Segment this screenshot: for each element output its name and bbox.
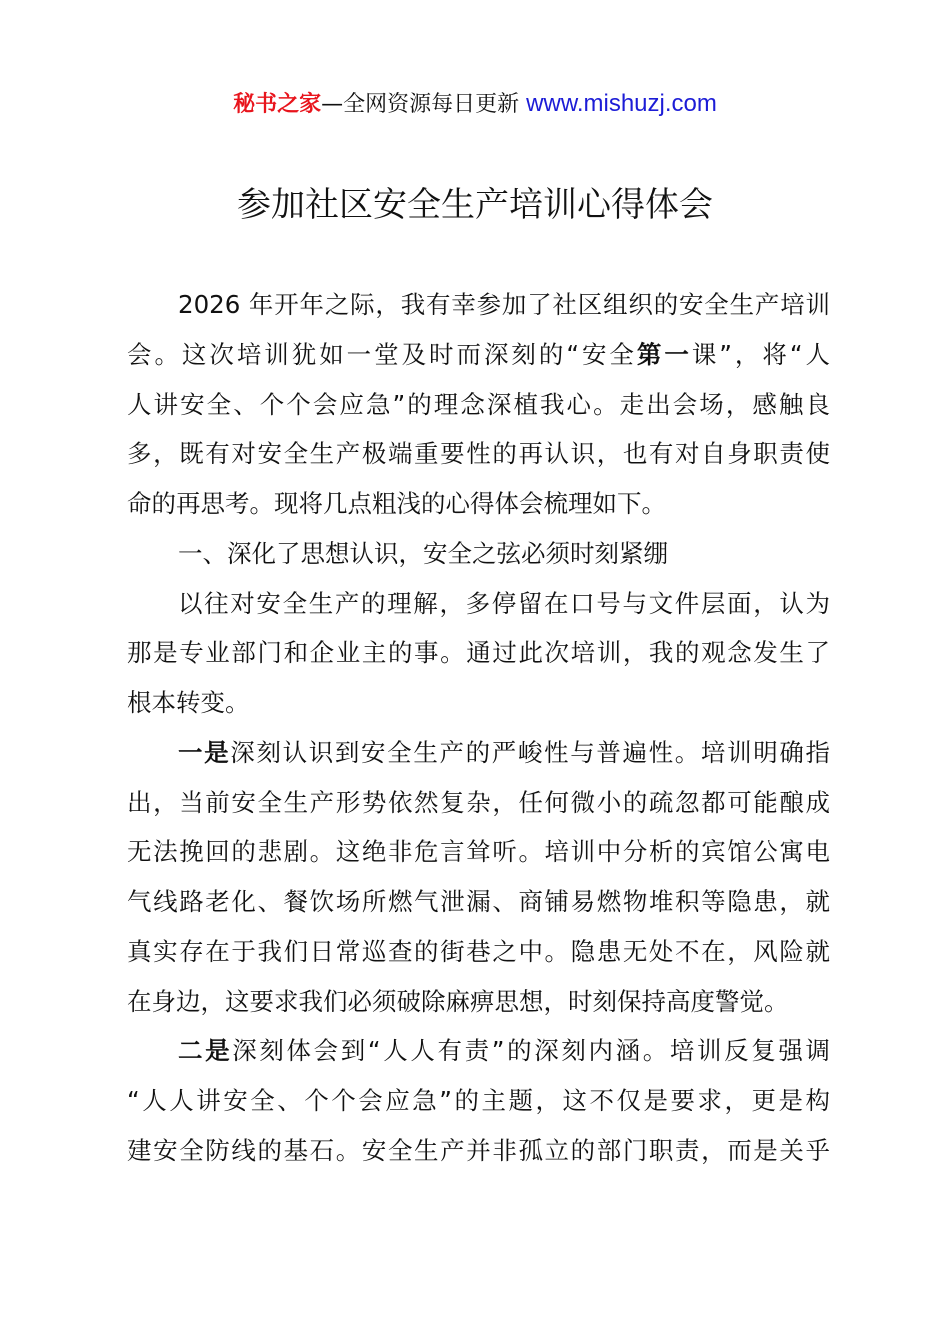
document-body	[127, 280, 830, 1176]
paragraph-line: 那是专业部门和企业主的事。通过此次培训，我的观念发生了	[127, 638, 830, 668]
paragraph-line: 人讲安全、个个会应急”的理念深植我心。走出会场，感触良	[127, 389, 830, 419]
text-span: 深刻认识到安全生产的严峻性与普遍性。培训明确指	[230, 737, 831, 767]
bold-lead: 一是	[178, 737, 231, 767]
paragraph-line: 出，当前安全生产形势依然复杂，任何微小的疏忽都可能酿成	[127, 787, 830, 817]
document-title: 参加社区安全生产培训心得体会	[237, 185, 713, 225]
paragraph-line: “人人讲安全、个个会应急”的主题，这不仅是要求，更是构	[127, 1086, 830, 1115]
paragraph-line: 真实存在于我们日常巡查的街巷之中。隐患无处不在，风险就	[127, 936, 830, 966]
text-span: 课”，将“人	[691, 339, 831, 369]
paragraph-line: 气线路老化、餐饮场所燃气泄漏、商铺易燃物堆积等隐患，就	[127, 887, 830, 916]
paragraph-line: 多，既有对安全生产极端重要性的再认识，也有对自身职责使	[127, 439, 830, 469]
paragraph-line: 在身边，这要求我们必须破除麻痹思想，时刻保持高度警觉。	[127, 986, 789, 1016]
bold-text: 第一	[636, 339, 692, 369]
paragraph-line: 无法挽回的悲剧。这绝非危言耸听。培训中分析的宾馆公寓电	[127, 837, 830, 867]
bold-lead: 二是	[178, 1036, 233, 1066]
text-span: 会。这次培训犹如一堂及时而深刻的“安全	[127, 339, 637, 369]
paragraph-line: 建安全防线的基石。安全生产并非孤立的部门职责，而是关乎	[127, 1135, 830, 1165]
section-heading: 一、深化了思想认识，安全之弦必须时刻紧绷	[178, 538, 668, 568]
paragraph-line: 以往对安全生产的理解，多停留在口号与文件层面，认为	[178, 588, 830, 618]
paragraph-line	[127, 330, 830, 380]
text-span: 深刻体会到“人人有责”的深刻内涵。培训反复强调	[232, 1036, 830, 1066]
paragraph-line	[127, 1026, 830, 1076]
paragraph-line: 命的再思考。现将几点粗浅的心得体会梳理如下。	[127, 489, 666, 518]
site-header	[0, 88, 950, 121]
brand-name: 秘书之家	[233, 92, 322, 117]
paragraph-line	[127, 728, 830, 778]
paragraph-line: 根本转变。	[127, 688, 250, 717]
site-url[interactable]: www.mishuzj.com	[526, 90, 717, 117]
paragraph-line: 2026 年开年之际，我有幸参加了社区组织的安全生产培训	[178, 290, 830, 319]
tagline: —全网资源每日更新	[321, 92, 527, 117]
